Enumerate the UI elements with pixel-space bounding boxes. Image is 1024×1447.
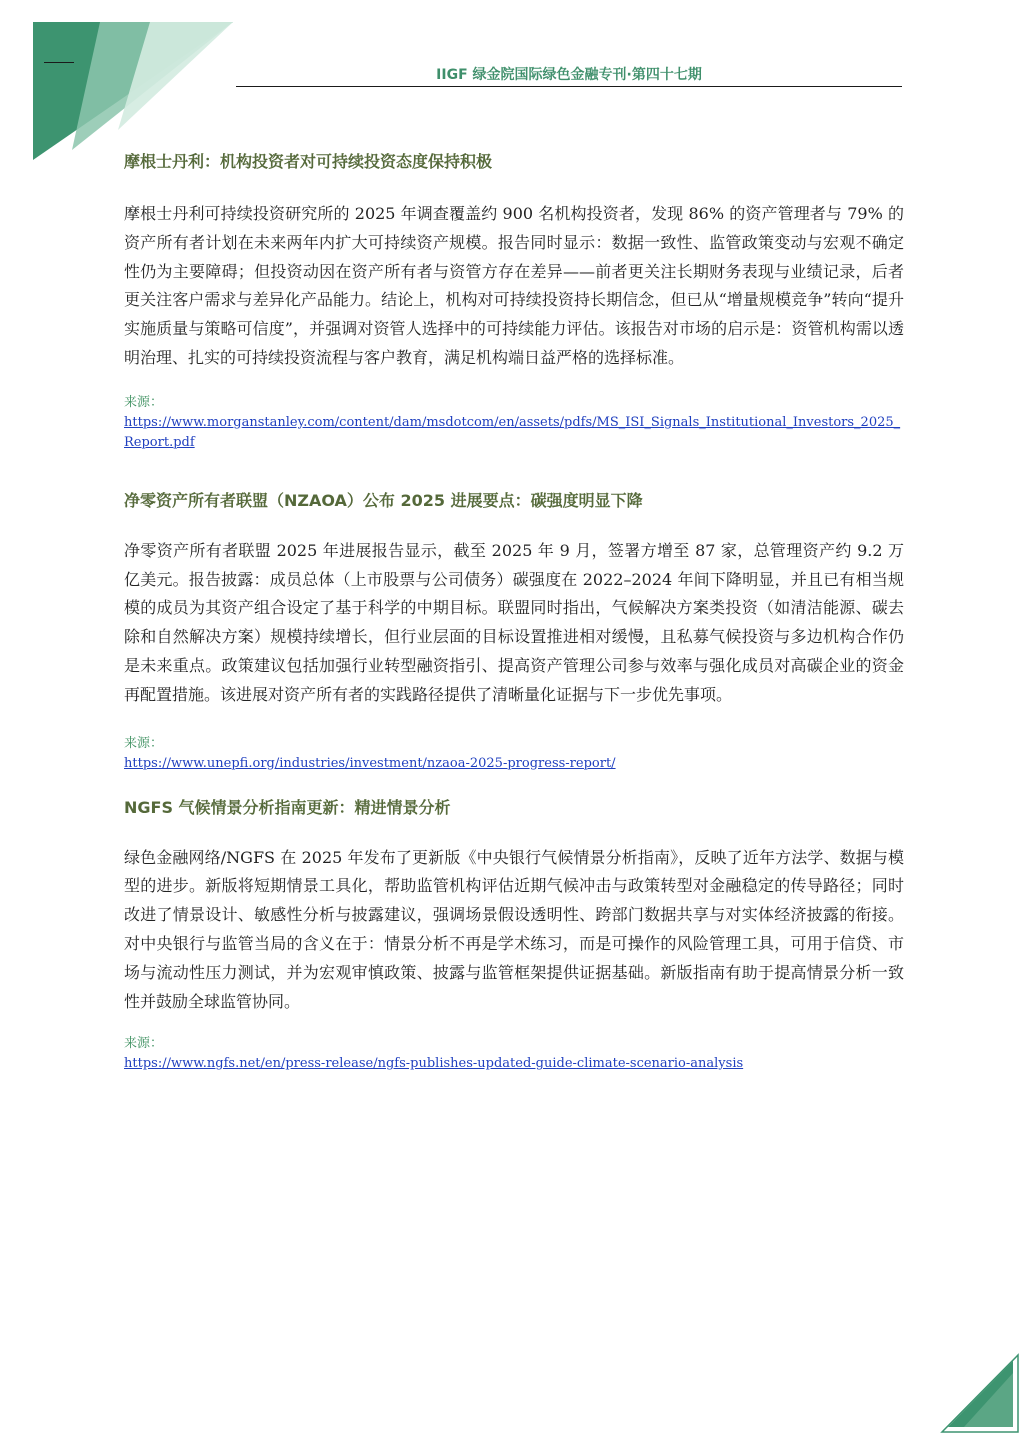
section-body-nzaoa: 净零资产所有者联盟 2025 年进展报告显示，截至 2025 年 9 月，签署方增至 87 家，总管理资产约 9.2 万亿美元。报告披露：成员总体（上市股票与公司债务）碳强度在 2022–2024 年间下降明显，并且已有相当规模的成员为其资产组合设定了基于科学的中期目标。联盟同时指出，气候解决方案类投资（如清洁能源、碳去除和自然解决方案）规模持续增长，但行业层面的目标设置推进相对缓慢，且私募气候投资与多边机构合作仍是未来重点。政策建议包括加强行业转型融资指引、提高资产管理公司参与效率与强化成员对高碳企业的资金再配置措施。该进展对资产所有者的实践路径提供了清晰量化证据与下一步优先事项。 [124, 540, 904, 704]
source-link-morgan-stanley[interactable]: https://www.morganstanley.com/content/dam/msdotcom/en/assets/pdfs/MS_ISI_Signals_Institutional_Investors_2025_Report.pdf [124, 414, 901, 450]
source-label: 来源： [124, 735, 164, 751]
footer-corner-decoration [924, 1347, 1024, 1447]
header-corner-decoration [0, 0, 260, 170]
section-title-morgan-stanley: 摩根士丹利：机构投资者对可持续投资态度保持积极 [124, 152, 493, 171]
article-content [124, 150, 904, 1074]
source-label: 来源： [124, 394, 164, 410]
source-link-ngfs[interactable]: https://www.ngfs.net/en/press-release/ngfs-publishes-updated-guide-climate-scenario-analysis [124, 1056, 744, 1072]
source-label: 来源： [124, 1036, 164, 1052]
journal-header-title: IIGF 绿金院国际绿色金融专刊·第四十七期 [436, 67, 702, 83]
section-title-nzaoa: 净零资产所有者联盟（NZAOA）公布 2025 进展要点：碳强度明显下降 [124, 490, 643, 510]
source-block-morgan-stanley [124, 393, 904, 453]
header-dash [44, 62, 74, 63]
source-link-nzaoa[interactable]: https://www.unepfi.org/industries/investment/nzaoa-2025-progress-report/ [124, 755, 616, 771]
section-body-morgan-stanley: 摩根士丹利可持续投资研究所的 2025 年调查覆盖约 900 名机构投资者，发现 86% 的资产管理者与 79% 的资产所有者计划在未来两年内扩大可持续资产规模。报告同时显示：数据一致性、监管政策变动与宏观不确定性仍为主要障碍；但投资动因在资产所有者与资管方存在差异——前者更关注长期财务表现与业绩记录，后者更关注客户需求与差异化产品能力。结论上，机构对可持续投资持长期信念，但已从“增量规模竞争”转向“提升实施质量与策略可信度”，并强调对资管人选择中的可持续能力评估。该报告对市场的启示是：资管机构需以透明治理、扎实的可持续投资流程与客户教育，满足机构端日益严格的选择标准。 [124, 204, 904, 367]
section-title-ngfs: NGFS 气候情景分析指南更新：精进情景分析 [124, 797, 451, 817]
source-block-nzaoa [124, 734, 904, 774]
header-rule [236, 86, 902, 87]
section-body-ngfs: 绿色金融网络/NGFS 在 2025 年发布了更新版《中央银行气候情景分析指南》，反映了近年方法学、数据与模型的进步。新版将短期情景工具化，帮助监管机构评估近期气候冲击与政策转型对金融稳定的传导路径；同时改进了情景设计、敏感性分析与披露建议，强调场景假设透明性、跨部门数据共享与对实体经济披露的衔接。对中央银行与监管当局的含义在于：情景分析不再是学术练习，而是可操作的风险管理工具，可用于信贷、市场与流动性压力测试，并为宏观审慎政策、披露与监管框架提供证据基础。新版指南有助于提高情景分析一致性并鼓励全球监管协同。 [124, 847, 904, 1011]
source-block-ngfs [124, 1034, 904, 1074]
